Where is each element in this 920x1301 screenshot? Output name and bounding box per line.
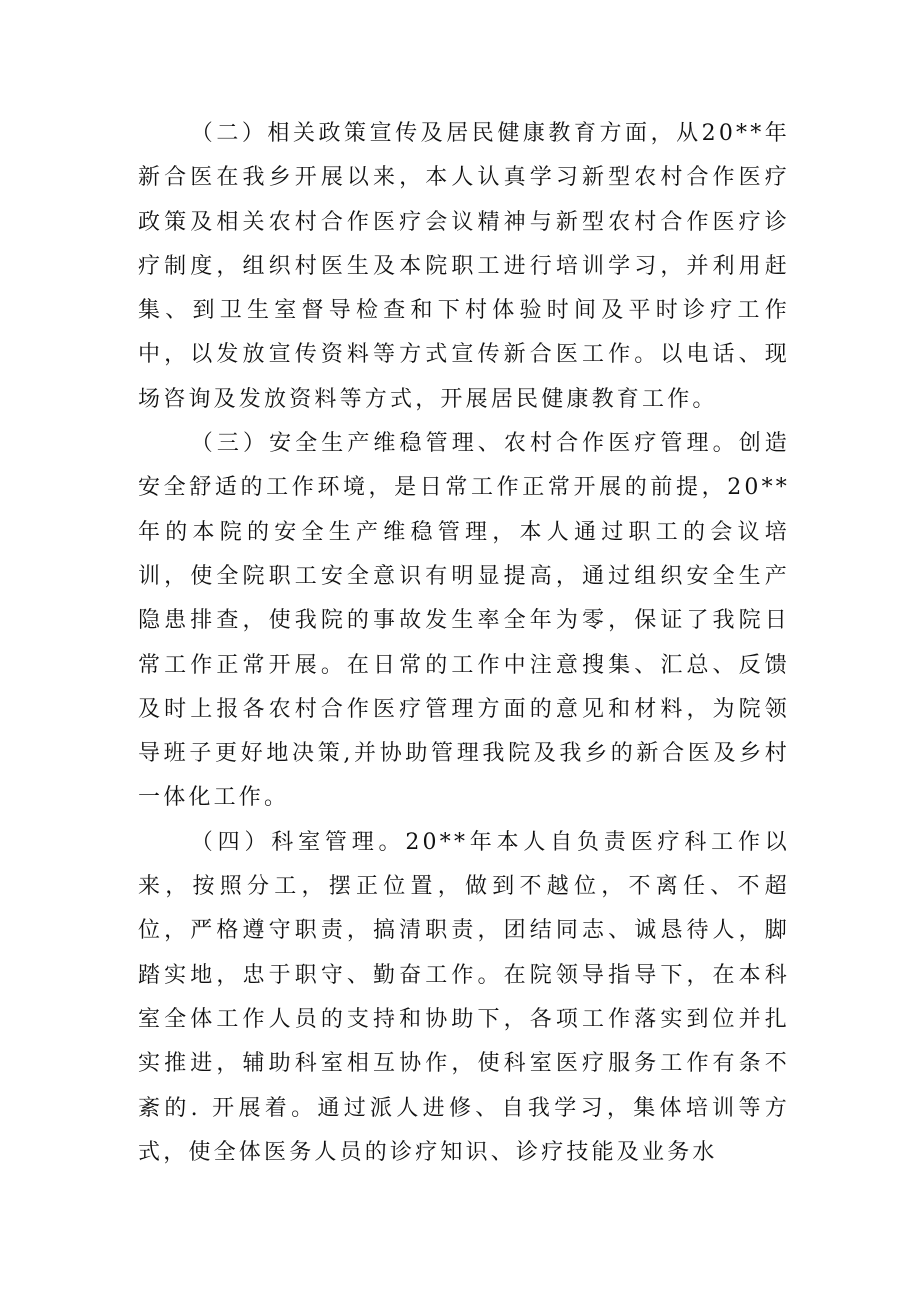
document-body [138, 112, 790, 1175]
paragraph-policy-health-education: （二）相关政策宣传及居民健康教育方面，从20**年新合医在我乡开展以来，本人认真学习新型农村合作医疗政策及相关农村合作医疗会议精神与新型农村合作医疗诊疗制度，组织村医生及本院职工进行培训学习，并利用赶集、到卫生室督导检查和下村体验时间及平时诊疗工作中，以发放宣传资料等方式宣传新合医工作。以电话、现场咨询及发放资料等方式，开展居民健康教育工作。 [138, 121, 790, 412]
paragraph-department-management: （四）科室管理。20**年本人自负责医疗科工作以来，按照分工，摆正位置，做到不越位，不离任、不超位，严格遵守职责，搞清职责，团结同志、诚恳待人，脚踏实地，忠于职守、勤奋工作。在院领导指导下，在本科室全体工作人员的支持和协助下，各项工作落实到位并扎实推进，辅助科室相互协作，使科室医疗服务工作有条不紊的. 开展着。通过派人进修、自我学习，集体培训等方式，使全体医务人员的诊疗知识、诊疗技能及业务水 [138, 829, 790, 1165]
paragraph-safety-cooperative-medical: （三）安全生产维稳管理、农村合作医疗管理。创造安全舒适的工作环境，是日常工作正常开展的前提，20**年的本院的安全生产维稳管理，本人通过职工的会议培训，使全院职工安全意识有明显提高，通过组织安全生产隐患排查，使我院的事故发生率全年为零，保证了我院日常工作正常开展。在日常的工作中注意搜集、汇总、反馈及时上报各农村合作医疗管理方面的意见和材料，为院领导班子更好地决策,并协助管理我院及我乡的新合医及乡村一体化工作。 [138, 431, 790, 811]
